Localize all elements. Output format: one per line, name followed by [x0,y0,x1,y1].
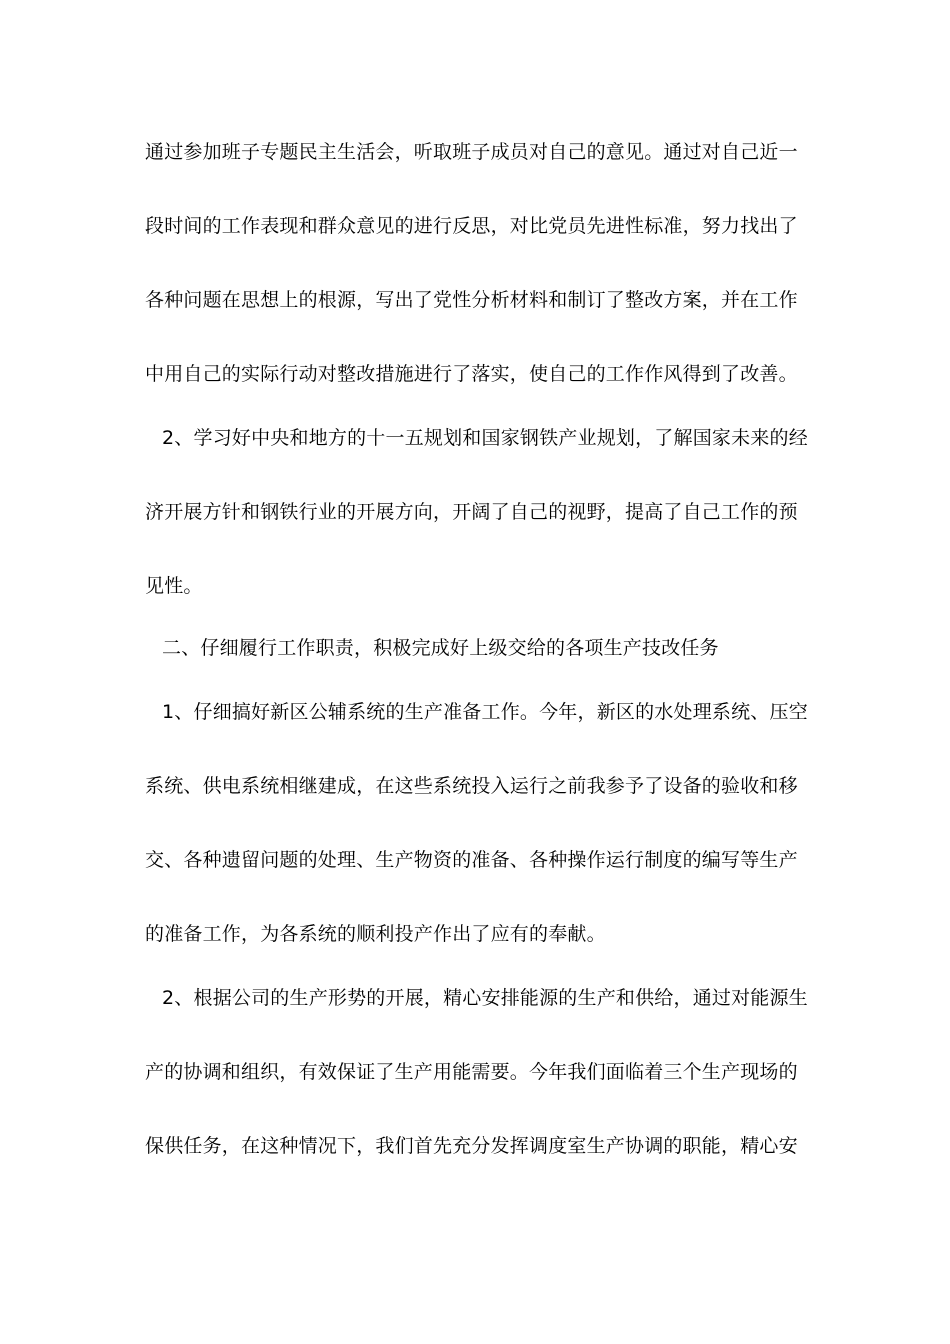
text-line: 交、各种遗留问题的处理、生产物资的准备、各种操作运行制度的编写等生产 [145,849,798,871]
text-line: 2、根据公司的生产形势的开展，精心安排能源的生产和供给，通过对能源生 [162,987,808,1009]
text-line: 的准备工作，为各系统的顺利投产作出了应有的奉献。 [145,923,606,945]
section-heading: 二、仔细履行工作职责，积极完成好上级交给的各项生产技改任务 [162,637,719,659]
text-line: 中用自己的实际行动对整改措施进行了落实，使自己的工作作风得到了改善。 [145,363,798,385]
text-line: 通过参加班子专题民主生活会，听取班子成员对自己的意见。通过对自己近一 [145,141,798,163]
text-line: 产的协调和组织，有效保证了生产用能需要。今年我们面临着三个生产现场的 [145,1061,798,1083]
text-line: 济开展方针和钢铁行业的开展方向，开阔了自己的视野，提高了自己工作的预 [145,501,798,523]
text-line: 系统、供电系统相继建成，在这些系统投入运行之前我参予了设备的验收和移 [145,775,798,797]
text-line: 保供任务，在这种情况下，我们首先充分发挥调度室生产协调的职能，精心安 [145,1135,798,1157]
text-line: 各种问题在思想上的根源，写出了党性分析材料和制订了整改方案，并在工作 [145,289,798,311]
text-line: 见性。 [145,575,203,597]
text-line: 2、学习好中央和地方的十一五规划和国家钢铁产业规划，了解国家未来的经 [162,427,808,449]
text-line: 1、仔细搞好新区公辅系统的生产准备工作。今年，新区的水处理系统、压空 [162,701,808,723]
text-line: 段时间的工作表现和群众意见的进行反思，对比党员先进性标准，努力找出了 [145,215,798,237]
